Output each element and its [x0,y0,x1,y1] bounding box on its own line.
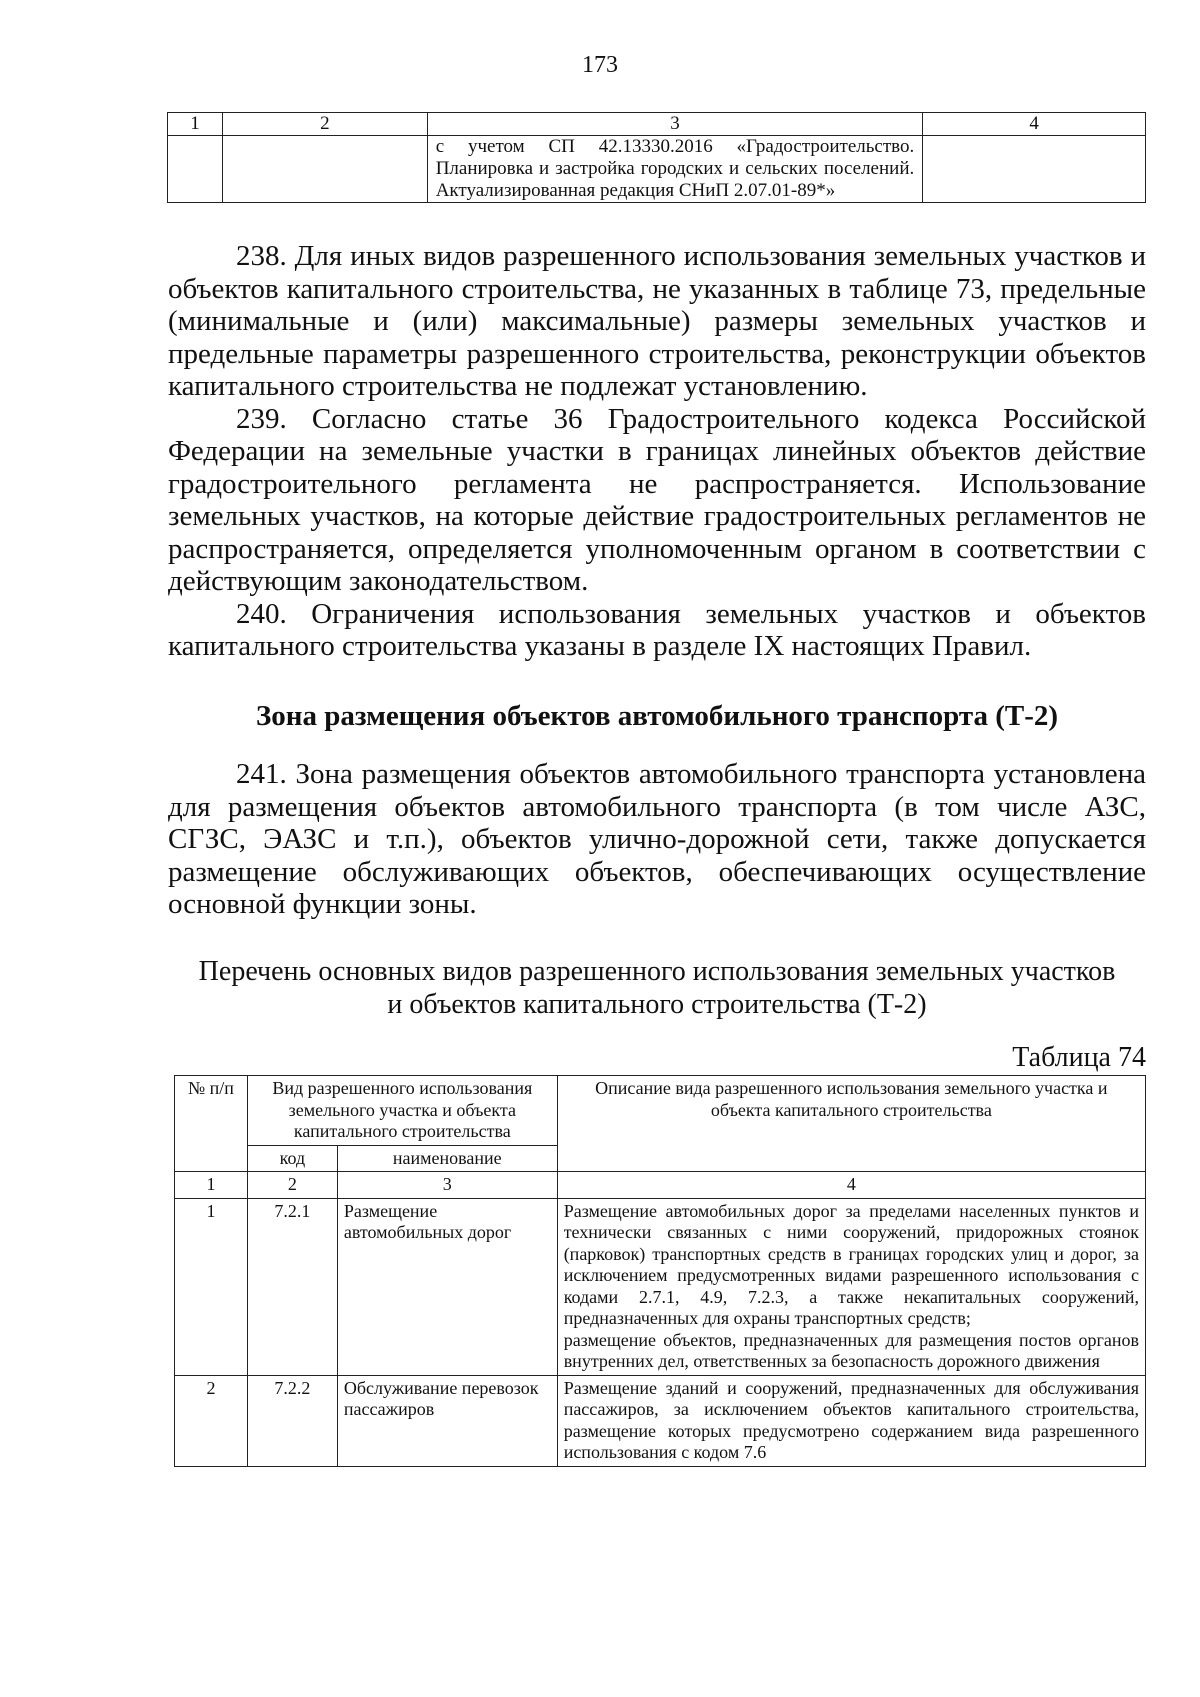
list-title [168,955,1146,1021]
header-cell: 2 [222,113,427,136]
table-row [175,1375,1146,1466]
row-code: 7.2.1 [247,1198,337,1375]
header-cell: 1 [168,113,223,136]
header-num: № п/п [175,1076,248,1172]
continued-table [167,112,1146,203]
continued-table-row [168,136,1146,203]
table-label: Таблица 74 [1012,1042,1146,1073]
index-cell: 2 [247,1172,337,1199]
paragraph-241-block [168,758,1146,921]
zone-heading: Зона размещения объектов автомобильного транспорта (Т-2) [255,700,1059,732]
header-description: Описание вида разрешенного использования земельного участка и объекта капитального строительства [557,1076,1145,1172]
row-code: 7.2.2 [247,1375,337,1466]
table-header-row [175,1076,1146,1146]
continued-cell-text: с учетом СП 42.13330.2016 «Градостроительство. Планировка и застройка городских и сельских поселений. Актуализированная редакция СНиП 2.07.01-89*» [427,136,923,203]
row-num: 1 [175,1198,248,1375]
empty-cell [923,136,1146,203]
header-cell: 3 [427,113,923,136]
row-num: 2 [175,1375,248,1466]
paragraph-241: 241. Зона размещения объектов автомобильного транспорта установлена для размещения объектов автомобильного транспорта (в том числе АЗС, СГЗС, ЭАЗС и т.п.), объектов улично-дорожной сети, также допускается размещение обслуживающих объектов, обеспечивающих осуществление основной функции зоны. [168,758,1146,920]
empty-cell [222,136,427,203]
row-description [557,1198,1145,1375]
header-name: наименование [337,1145,557,1172]
paragraph-239: 239. Согласно статье 36 Градостроительного кодекса Российской Федерации на земельные участки в границах линейных объектов действие градостроительного регламента не распространяется. Использование земельных участков, на которые действие градостроительных регламентов не распространяется, определяется уполномоченным органом в соответствии с действующим законодательством. [168,402,1146,597]
header-code: код [247,1145,337,1172]
row-description-part: размещение объектов, предназначенных для размещения постов органов внутренних дел, ответственных за безопасность дорожного движения [563,1329,1139,1371]
header-kind: Вид разрешенного использования земельного участка и объекта капитального строительства [247,1076,557,1146]
header-cell: 4 [923,113,1146,136]
index-cell: 1 [175,1172,248,1199]
body-paragraphs [168,240,1146,663]
index-cell: 3 [337,1172,557,1199]
index-cell: 4 [557,1172,1145,1199]
paragraph-240: 240. Ограничения использования земельных участков и объектов капитального строительства указаны в разделе IX настоящих Правил. [168,597,1146,662]
list-title-line: и объектов капитального строительства (Т-2) [387,989,927,1020]
row-name: Обслуживание перевозок пассажиров [337,1375,557,1466]
page-number: 173 [582,52,618,78]
paragraph-238: 238. Для иных видов разрешенного использования земельных участков и объектов капитального строительства, не указанных в таблице 73, предельные (минимальные и (или) максимальные) размеры земельных участков и предельные параметры разрешенного строительства, реконструкции объектов капитального строительства не подлежат установлению. [168,240,1146,402]
table-row [175,1198,1146,1375]
row-description-part: Размещение зданий и сооружений, предназначенных для обслуживания пассажиров, за исключением объектов капитального строительства, размещение которых предусмотрено содержанием вида разрешенного использования с кодом 7.6 [563,1377,1139,1462]
row-name: Размещение автомобильных дорог [337,1198,557,1375]
list-title-line: Перечень основных видов разрешенного использования земельных участков [198,956,1116,987]
row-description-part: Размещение автомобильных дорог за пределами населенных пунктов и технически связанных с ними сооружений, придорожных стоянок (парковок) транспортных средств в границах городских улиц и дорог, за исключением предусмотренных видами разрешенного использования с кодами 2.7.1, 4.9, 7.2.3, а также некапитальных сооружений, предназначенных для охраны транспортных средств; [563,1200,1139,1328]
table-index-row [175,1172,1146,1199]
row-description [557,1375,1145,1466]
continued-table-header-row [168,113,1146,136]
empty-cell [168,136,223,203]
table-74 [174,1075,1146,1467]
